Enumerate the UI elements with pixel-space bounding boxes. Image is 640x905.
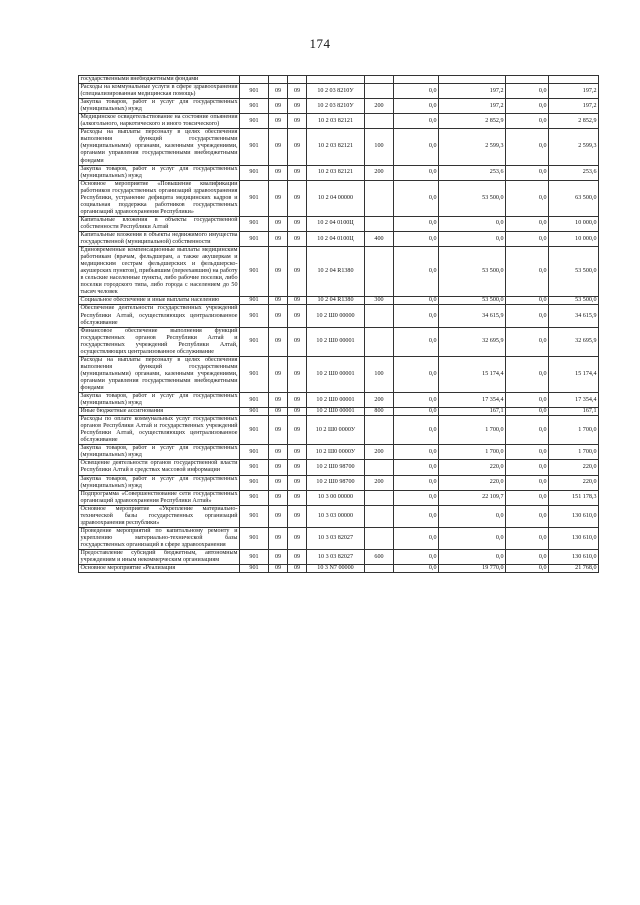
amount-col-1-cell: 0,0 (394, 99, 439, 114)
amount-col-2-cell: 17 354,4 (439, 393, 506, 408)
amount-col-2-cell: 167,1 (439, 408, 506, 416)
budget-table (78, 75, 599, 573)
grbs-code-cell: 901 (240, 247, 269, 297)
amount-col-1-cell: 0,0 (394, 84, 439, 99)
amount-col-4-cell: 32 695,9 (549, 327, 599, 356)
expense-type-cell: 600 (365, 550, 394, 565)
amount-col-4-cell: 197,2 (549, 99, 599, 114)
name-cell: Предоставление субсидий бюджетным, автономным учреждениям и иным некоммерческим организациям (80, 550, 238, 564)
amount-col-1-cell: 0,0 (394, 356, 439, 392)
name-cell: Основное мероприятие «Повышение квалификации работников государственных организаций здравоохранения Республики, устранение дефицита медицинских кадров и социальная поддержка работников государственных организаций здравоохранения Республики» (80, 180, 238, 215)
expense-type-cell (365, 247, 394, 297)
amount-col-2-cell: 1 700,0 (439, 416, 506, 445)
amount-col-4-cell: 130 610,0 (549, 550, 599, 565)
amount-col-1-cell: 0,0 (394, 527, 439, 549)
expense-type-cell: 800 (365, 408, 394, 416)
subsection-code-cell: 09 (288, 565, 307, 573)
target-article-cell: 10 2 Ш0 98700 (307, 460, 365, 475)
grbs-code-cell: 901 (240, 99, 269, 114)
amount-col-4-cell: 17 354,4 (549, 393, 599, 408)
amount-col-1-cell: 0,0 (394, 416, 439, 445)
amount-col-3-cell: 0,0 (506, 475, 549, 490)
amount-col-2-cell: 53 500,0 (439, 297, 506, 305)
grbs-code-cell: 901 (240, 505, 269, 527)
amount-col-2-cell: 220,0 (439, 460, 506, 475)
target-article-cell: 10 3 03 82027 (307, 527, 365, 549)
subsection-code-cell: 09 (288, 99, 307, 114)
amount-col-1-cell: 0,0 (394, 550, 439, 565)
subsection-code-cell: 09 (288, 550, 307, 565)
section-code-cell: 09 (269, 327, 288, 356)
amount-col-1-cell: 0,0 (394, 475, 439, 490)
amount-col-4-cell: 2 852,9 (549, 114, 599, 129)
name-cell: Расходы по оплате коммунальных услуг государственных органов Республики Алтай и государственных учреждений Республики Алтай, осуществляющих централизованное обслуживание (80, 416, 238, 444)
amount-col-2-cell: 19 770,0 (439, 565, 506, 573)
subsection-code-cell: 09 (288, 180, 307, 216)
amount-col-2-cell: 2 852,9 (439, 114, 506, 129)
subsection-code-cell: 09 (288, 475, 307, 490)
target-article-cell: 10 2 Ш0 00001 (307, 393, 365, 408)
target-article-cell: 10 2 Ш0 00001 (307, 408, 365, 416)
table-row (79, 327, 599, 356)
section-code-cell: 09 (269, 247, 288, 297)
section-code-cell: 09 (269, 129, 288, 165)
expense-type-cell: 200 (365, 165, 394, 180)
amount-col-3-cell: 0,0 (506, 165, 549, 180)
amount-col-4-cell: 10 000,0 (549, 231, 599, 246)
grbs-code-cell: 901 (240, 129, 269, 165)
amount-col-3-cell: 0,0 (506, 527, 549, 549)
table-row (79, 505, 599, 527)
section-code-cell: 09 (269, 416, 288, 445)
amount-col-4-cell: 34 615,9 (549, 305, 599, 327)
amount-col-4-cell: 220,0 (549, 460, 599, 475)
name-cell: Капитальные вложения в объекты государственной собственности Республики Алтай (80, 216, 238, 230)
grbs-code-cell: 901 (240, 408, 269, 416)
grbs-code-cell: 901 (240, 180, 269, 216)
grbs-code-cell: 901 (240, 565, 269, 573)
amount-col-2-cell: 197,2 (439, 84, 506, 99)
amount-col-4-cell: 1 700,0 (549, 445, 599, 460)
subsection-code-cell: 09 (288, 216, 307, 231)
table-row (79, 76, 599, 84)
section-code-cell: 09 (269, 445, 288, 460)
expense-type-cell (365, 327, 394, 356)
grbs-code-cell: 901 (240, 475, 269, 490)
section-code-cell: 09 (269, 84, 288, 99)
amount-col-3-cell: 0,0 (506, 99, 549, 114)
section-code-cell: 09 (269, 305, 288, 327)
table-row (79, 416, 599, 445)
amount-col-1-cell: 0,0 (394, 408, 439, 416)
subsection-code-cell (288, 76, 307, 84)
target-article-cell: 10 2 Ш0 00000 (307, 305, 365, 327)
target-article-cell: 10 2 Ш0 00001 (307, 356, 365, 392)
target-article-cell: 10 2 03 82121 (307, 129, 365, 165)
amount-col-4-cell: 130 610,0 (549, 527, 599, 549)
subsection-code-cell: 09 (288, 305, 307, 327)
subsection-code-cell: 09 (288, 231, 307, 246)
grbs-code-cell: 901 (240, 114, 269, 129)
table-row (79, 231, 599, 246)
grbs-code-cell: 901 (240, 393, 269, 408)
amount-col-3-cell: 0,0 (506, 356, 549, 392)
name-cell: Расходы на коммунальные услуги в сфере здравоохранения (специализированная медицинская помощь) (80, 84, 238, 98)
name-cell: Проведение мероприятий по капитальному ремонту и укреплению материально-технической базы государственных организаций в сфере здравоохранения (80, 527, 238, 548)
amount-col-3-cell: 0,0 (506, 490, 549, 505)
target-article-cell: 10 2 03 8210У (307, 99, 365, 114)
target-article-cell: 10 2 04 00000 (307, 180, 365, 216)
amount-col-1-cell: 0,0 (394, 129, 439, 165)
amount-col-1-cell: 0,0 (394, 445, 439, 460)
grbs-code-cell: 901 (240, 327, 269, 356)
table-row (79, 84, 599, 99)
amount-col-2-cell: 0,0 (439, 231, 506, 246)
target-article-cell: 10 2 Ш0 0000У (307, 416, 365, 445)
page-number: 174 (309, 36, 331, 51)
name-cell: Иные бюджетные ассигнования (79, 408, 240, 416)
subsection-code-cell: 09 (288, 445, 307, 460)
table-row (79, 305, 599, 327)
amount-col-4-cell: 1 700,0 (549, 416, 599, 445)
name-cell: Единовременные компенсационные выплаты медицинским работникам (врачам, фельдшерам, а также акушеркам и медицинским сестрам фельдшерских и фельдшерско-акушерских пунктов), прибывшим (переехавшим) на работу в сельские населенные пункты, либо рабочие поселки, либо поселки городского типа, либо города с населением до 50 тысяч человек (80, 247, 238, 296)
target-article-cell: 10 2 Ш0 00001 (307, 327, 365, 356)
amount-col-3-cell: 0,0 (506, 393, 549, 408)
subsection-code-cell: 09 (288, 297, 307, 305)
amount-col-1-cell: 0,0 (394, 305, 439, 327)
section-code-cell: 09 (269, 114, 288, 129)
expense-type-cell (365, 460, 394, 475)
table-row (79, 356, 599, 392)
amount-col-1-cell: 0,0 (394, 114, 439, 129)
section-code-cell: 09 (269, 460, 288, 475)
amount-col-4-cell: 63 500,0 (549, 180, 599, 216)
name-cell: Обеспечение деятельности государственных учреждений Республики Алтай, осуществляющих централизованное обслуживание (80, 305, 238, 326)
subsection-code-cell: 09 (288, 527, 307, 549)
section-code-cell: 09 (269, 297, 288, 305)
amount-col-4-cell: 220,0 (549, 475, 599, 490)
target-article-cell: 10 2 Ш0 0000У (307, 445, 365, 460)
amount-col-4-cell: 2 599,3 (549, 129, 599, 165)
target-article-cell: 10 2 03 82121 (307, 114, 365, 129)
subsection-code-cell: 09 (288, 84, 307, 99)
amount-col-1-cell: 0,0 (394, 180, 439, 216)
expense-type-cell: 200 (365, 475, 394, 490)
table-row (79, 408, 599, 416)
amount-col-3-cell: 0,0 (506, 216, 549, 231)
grbs-code-cell: 901 (240, 416, 269, 445)
name-cell: Основное мероприятие «Укрепление материально-технической базы государственных организаций здравоохранения республики» (80, 505, 238, 526)
name-cell: Финансовое обеспечение выполнения функций государственных органов Республики Алтай и государственных учреждений Республики Алтай, осуществляющих централизованное обслуживание (80, 327, 238, 355)
target-article-cell: 10 3 03 82027 (307, 550, 365, 565)
subsection-code-cell: 09 (288, 356, 307, 392)
table-row (79, 297, 599, 305)
name-cell: Расходы на выплаты персоналу в целях обеспечения выполнения функций государственными (муниципальными) органами, казенными учреждениями, органами управления государственными внебюджетными фондами (80, 129, 238, 164)
expense-type-cell: 200 (365, 99, 394, 114)
expense-type-cell: 200 (365, 393, 394, 408)
grbs-code-cell: 901 (240, 297, 269, 305)
table-row (79, 165, 599, 180)
table-row (79, 393, 599, 408)
table-row (79, 460, 599, 475)
table-row (79, 565, 599, 573)
section-code-cell: 09 (269, 490, 288, 505)
target-article-cell: 10 3 00 00000 (307, 490, 365, 505)
section-code-cell (269, 76, 288, 84)
amount-col-1-cell: 0,0 (394, 216, 439, 231)
amount-col-3-cell (506, 76, 549, 84)
amount-col-2-cell: 0,0 (439, 216, 506, 231)
section-code-cell: 09 (269, 180, 288, 216)
expense-type-cell: 200 (365, 445, 394, 460)
expense-type-cell (365, 180, 394, 216)
expense-type-cell: 100 (365, 129, 394, 165)
grbs-code-cell: 901 (240, 550, 269, 565)
target-article-cell: 10 2 04 0100Ц (307, 231, 365, 246)
grbs-code-cell: 901 (240, 527, 269, 549)
amount-col-3-cell: 0,0 (506, 305, 549, 327)
amount-col-2-cell: 2 599,3 (439, 129, 506, 165)
grbs-code-cell: 901 (240, 84, 269, 99)
amount-col-1-cell: 0,0 (394, 247, 439, 297)
table-row (79, 247, 599, 297)
expense-type-cell (365, 305, 394, 327)
amount-col-4-cell: 21 768,0 (549, 565, 599, 573)
target-article-cell (307, 76, 365, 84)
name-cell: Социальное обеспечение и иные выплаты населению (79, 297, 240, 305)
table-row (79, 129, 599, 165)
section-code-cell: 09 (269, 231, 288, 246)
section-code-cell: 09 (269, 550, 288, 565)
subsection-code-cell: 09 (288, 327, 307, 356)
amount-col-3-cell: 0,0 (506, 445, 549, 460)
amount-col-1-cell: 0,0 (394, 327, 439, 356)
grbs-code-cell: 901 (240, 216, 269, 231)
amount-col-2-cell: 34 615,9 (439, 305, 506, 327)
table-row (79, 114, 599, 129)
target-article-cell: 10 2 03 8210У (307, 84, 365, 99)
grbs-code-cell: 901 (240, 356, 269, 392)
grbs-code-cell: 901 (240, 165, 269, 180)
expense-type-cell (365, 416, 394, 445)
amount-col-1-cell: 0,0 (394, 231, 439, 246)
grbs-code-cell: 901 (240, 231, 269, 246)
amount-col-3-cell: 0,0 (506, 180, 549, 216)
amount-col-4-cell: 197,2 (549, 84, 599, 99)
grbs-code-cell: 901 (240, 490, 269, 505)
name-cell: государственными внебюджетными фондами (79, 76, 240, 84)
expense-type-cell (365, 114, 394, 129)
amount-col-3-cell: 0,0 (506, 327, 549, 356)
grbs-code-cell: 901 (240, 445, 269, 460)
table-row (79, 99, 599, 114)
section-code-cell: 09 (269, 565, 288, 573)
amount-col-2-cell: 15 174,4 (439, 356, 506, 392)
section-code-cell: 09 (269, 216, 288, 231)
amount-col-1-cell: 0,0 (394, 505, 439, 527)
name-cell: Расходы на выплаты персоналу в целях обеспечения выполнения функций государственными (муниципальными) органами, казенными учреждениями, органами управления государственными внебюджетными фондами (80, 356, 238, 391)
target-article-cell: 10 2 04 0100Ц (307, 216, 365, 231)
amount-col-2-cell (439, 76, 506, 84)
subsection-code-cell: 09 (288, 460, 307, 475)
amount-col-3-cell: 0,0 (506, 297, 549, 305)
expense-type-cell: 100 (365, 356, 394, 392)
table-row (79, 550, 599, 565)
target-article-cell: 10 2 04 R1380 (307, 297, 365, 305)
target-article-cell: 10 3 03 00000 (307, 505, 365, 527)
subsection-code-cell: 09 (288, 505, 307, 527)
name-cell: Закупка товаров, работ и услуг для государственных (муниципальных) нужд (80, 165, 238, 179)
subsection-code-cell: 09 (288, 247, 307, 297)
amount-col-2-cell: 53 500,0 (439, 247, 506, 297)
section-code-cell: 09 (269, 475, 288, 490)
amount-col-1-cell: 0,0 (394, 297, 439, 305)
expense-type-cell (365, 505, 394, 527)
section-code-cell: 09 (269, 527, 288, 549)
amount-col-1-cell (394, 76, 439, 84)
amount-col-3-cell: 0,0 (506, 84, 549, 99)
subsection-code-cell: 09 (288, 129, 307, 165)
amount-col-2-cell: 0,0 (439, 527, 506, 549)
amount-col-3-cell: 0,0 (506, 565, 549, 573)
amount-col-3-cell: 0,0 (506, 129, 549, 165)
subsection-code-cell: 09 (288, 416, 307, 445)
amount-col-4-cell: 10 000,0 (549, 216, 599, 231)
amount-col-3-cell: 0,0 (506, 231, 549, 246)
name-cell: Медицинское освидетельствование на состояние опьянения (алкогольного, наркотического и иного токсического) (80, 114, 238, 128)
amount-col-4-cell: 253,6 (549, 165, 599, 180)
name-cell: Основное мероприятие «Реализация (79, 565, 240, 573)
amount-col-2-cell: 220,0 (439, 475, 506, 490)
grbs-code-cell (240, 76, 269, 84)
amount-col-2-cell: 0,0 (439, 550, 506, 565)
name-cell: Освещение деятельности органов государственной власти Республики Алтай в средствах массовой информации (80, 460, 238, 474)
table-row (79, 527, 599, 549)
amount-col-4-cell: 130 610,0 (549, 505, 599, 527)
section-code-cell: 09 (269, 165, 288, 180)
name-cell: Закупка товаров, работ и услуг для государственных (муниципальных) нужд (80, 99, 238, 113)
amount-col-2-cell: 32 695,9 (439, 327, 506, 356)
subsection-code-cell: 09 (288, 490, 307, 505)
amount-col-2-cell: 253,6 (439, 165, 506, 180)
amount-col-1-cell: 0,0 (394, 565, 439, 573)
name-cell: Закупка товаров, работ и услуг для государственных (муниципальных) нужд (80, 475, 238, 489)
name-cell: Закупка товаров, работ и услуг для государственных (муниципальных) нужд (80, 445, 238, 459)
subsection-code-cell: 09 (288, 114, 307, 129)
table-row (79, 445, 599, 460)
section-code-cell: 09 (269, 505, 288, 527)
expense-type-cell (365, 527, 394, 549)
name-cell: Подпрограмма «Совершенствование сети государственных организаций здравоохранения Республики Алтай» (80, 490, 238, 504)
amount-col-2-cell: 0,0 (439, 505, 506, 527)
amount-col-4-cell: 15 174,4 (549, 356, 599, 392)
name-cell: Закупка товаров, работ и услуг для государственных (муниципальных) нужд (80, 393, 238, 407)
expense-type-cell: 300 (365, 297, 394, 305)
target-article-cell: 10 3 N7 00000 (307, 565, 365, 573)
table-row (79, 216, 599, 231)
target-article-cell: 10 2 04 R1380 (307, 247, 365, 297)
amount-col-1-cell: 0,0 (394, 490, 439, 505)
amount-col-2-cell: 1 700,0 (439, 445, 506, 460)
section-code-cell: 09 (269, 393, 288, 408)
expense-type-cell (365, 216, 394, 231)
amount-col-3-cell: 0,0 (506, 114, 549, 129)
table-row (79, 475, 599, 490)
amount-col-2-cell: 197,2 (439, 99, 506, 114)
subsection-code-cell: 09 (288, 393, 307, 408)
expense-type-cell (365, 76, 394, 84)
amount-col-4-cell: 53 500,0 (549, 247, 599, 297)
table-row (79, 490, 599, 505)
amount-col-3-cell: 0,0 (506, 408, 549, 416)
amount-col-3-cell: 0,0 (506, 460, 549, 475)
expense-type-cell (365, 84, 394, 99)
section-code-cell: 09 (269, 99, 288, 114)
subsection-code-cell: 09 (288, 165, 307, 180)
section-code-cell: 09 (269, 408, 288, 416)
amount-col-4-cell: 53 500,0 (549, 297, 599, 305)
amount-col-4-cell (549, 76, 599, 84)
amount-col-1-cell: 0,0 (394, 393, 439, 408)
amount-col-3-cell: 0,0 (506, 247, 549, 297)
expense-type-cell: 400 (365, 231, 394, 246)
amount-col-3-cell: 0,0 (506, 505, 549, 527)
amount-col-2-cell: 22 109,7 (439, 490, 506, 505)
expense-type-cell (365, 565, 394, 573)
grbs-code-cell: 901 (240, 305, 269, 327)
subsection-code-cell: 09 (288, 408, 307, 416)
grbs-code-cell: 901 (240, 460, 269, 475)
amount-col-3-cell: 0,0 (506, 550, 549, 565)
table-body (79, 76, 599, 573)
expense-type-cell (365, 490, 394, 505)
amount-col-3-cell: 0,0 (506, 416, 549, 445)
amount-col-1-cell: 0,0 (394, 165, 439, 180)
amount-col-4-cell: 167,1 (549, 408, 599, 416)
section-code-cell: 09 (269, 356, 288, 392)
amount-col-2-cell: 53 500,0 (439, 180, 506, 216)
amount-col-4-cell: 151 178,3 (549, 490, 599, 505)
target-article-cell: 10 2 Ш0 98700 (307, 475, 365, 490)
name-cell: Капитальные вложения в объекты недвижимого имущества государственной (муниципальной) собственности (80, 231, 238, 246)
table-row (79, 180, 599, 216)
amount-col-1-cell: 0,0 (394, 460, 439, 475)
target-article-cell: 10 2 03 82121 (307, 165, 365, 180)
